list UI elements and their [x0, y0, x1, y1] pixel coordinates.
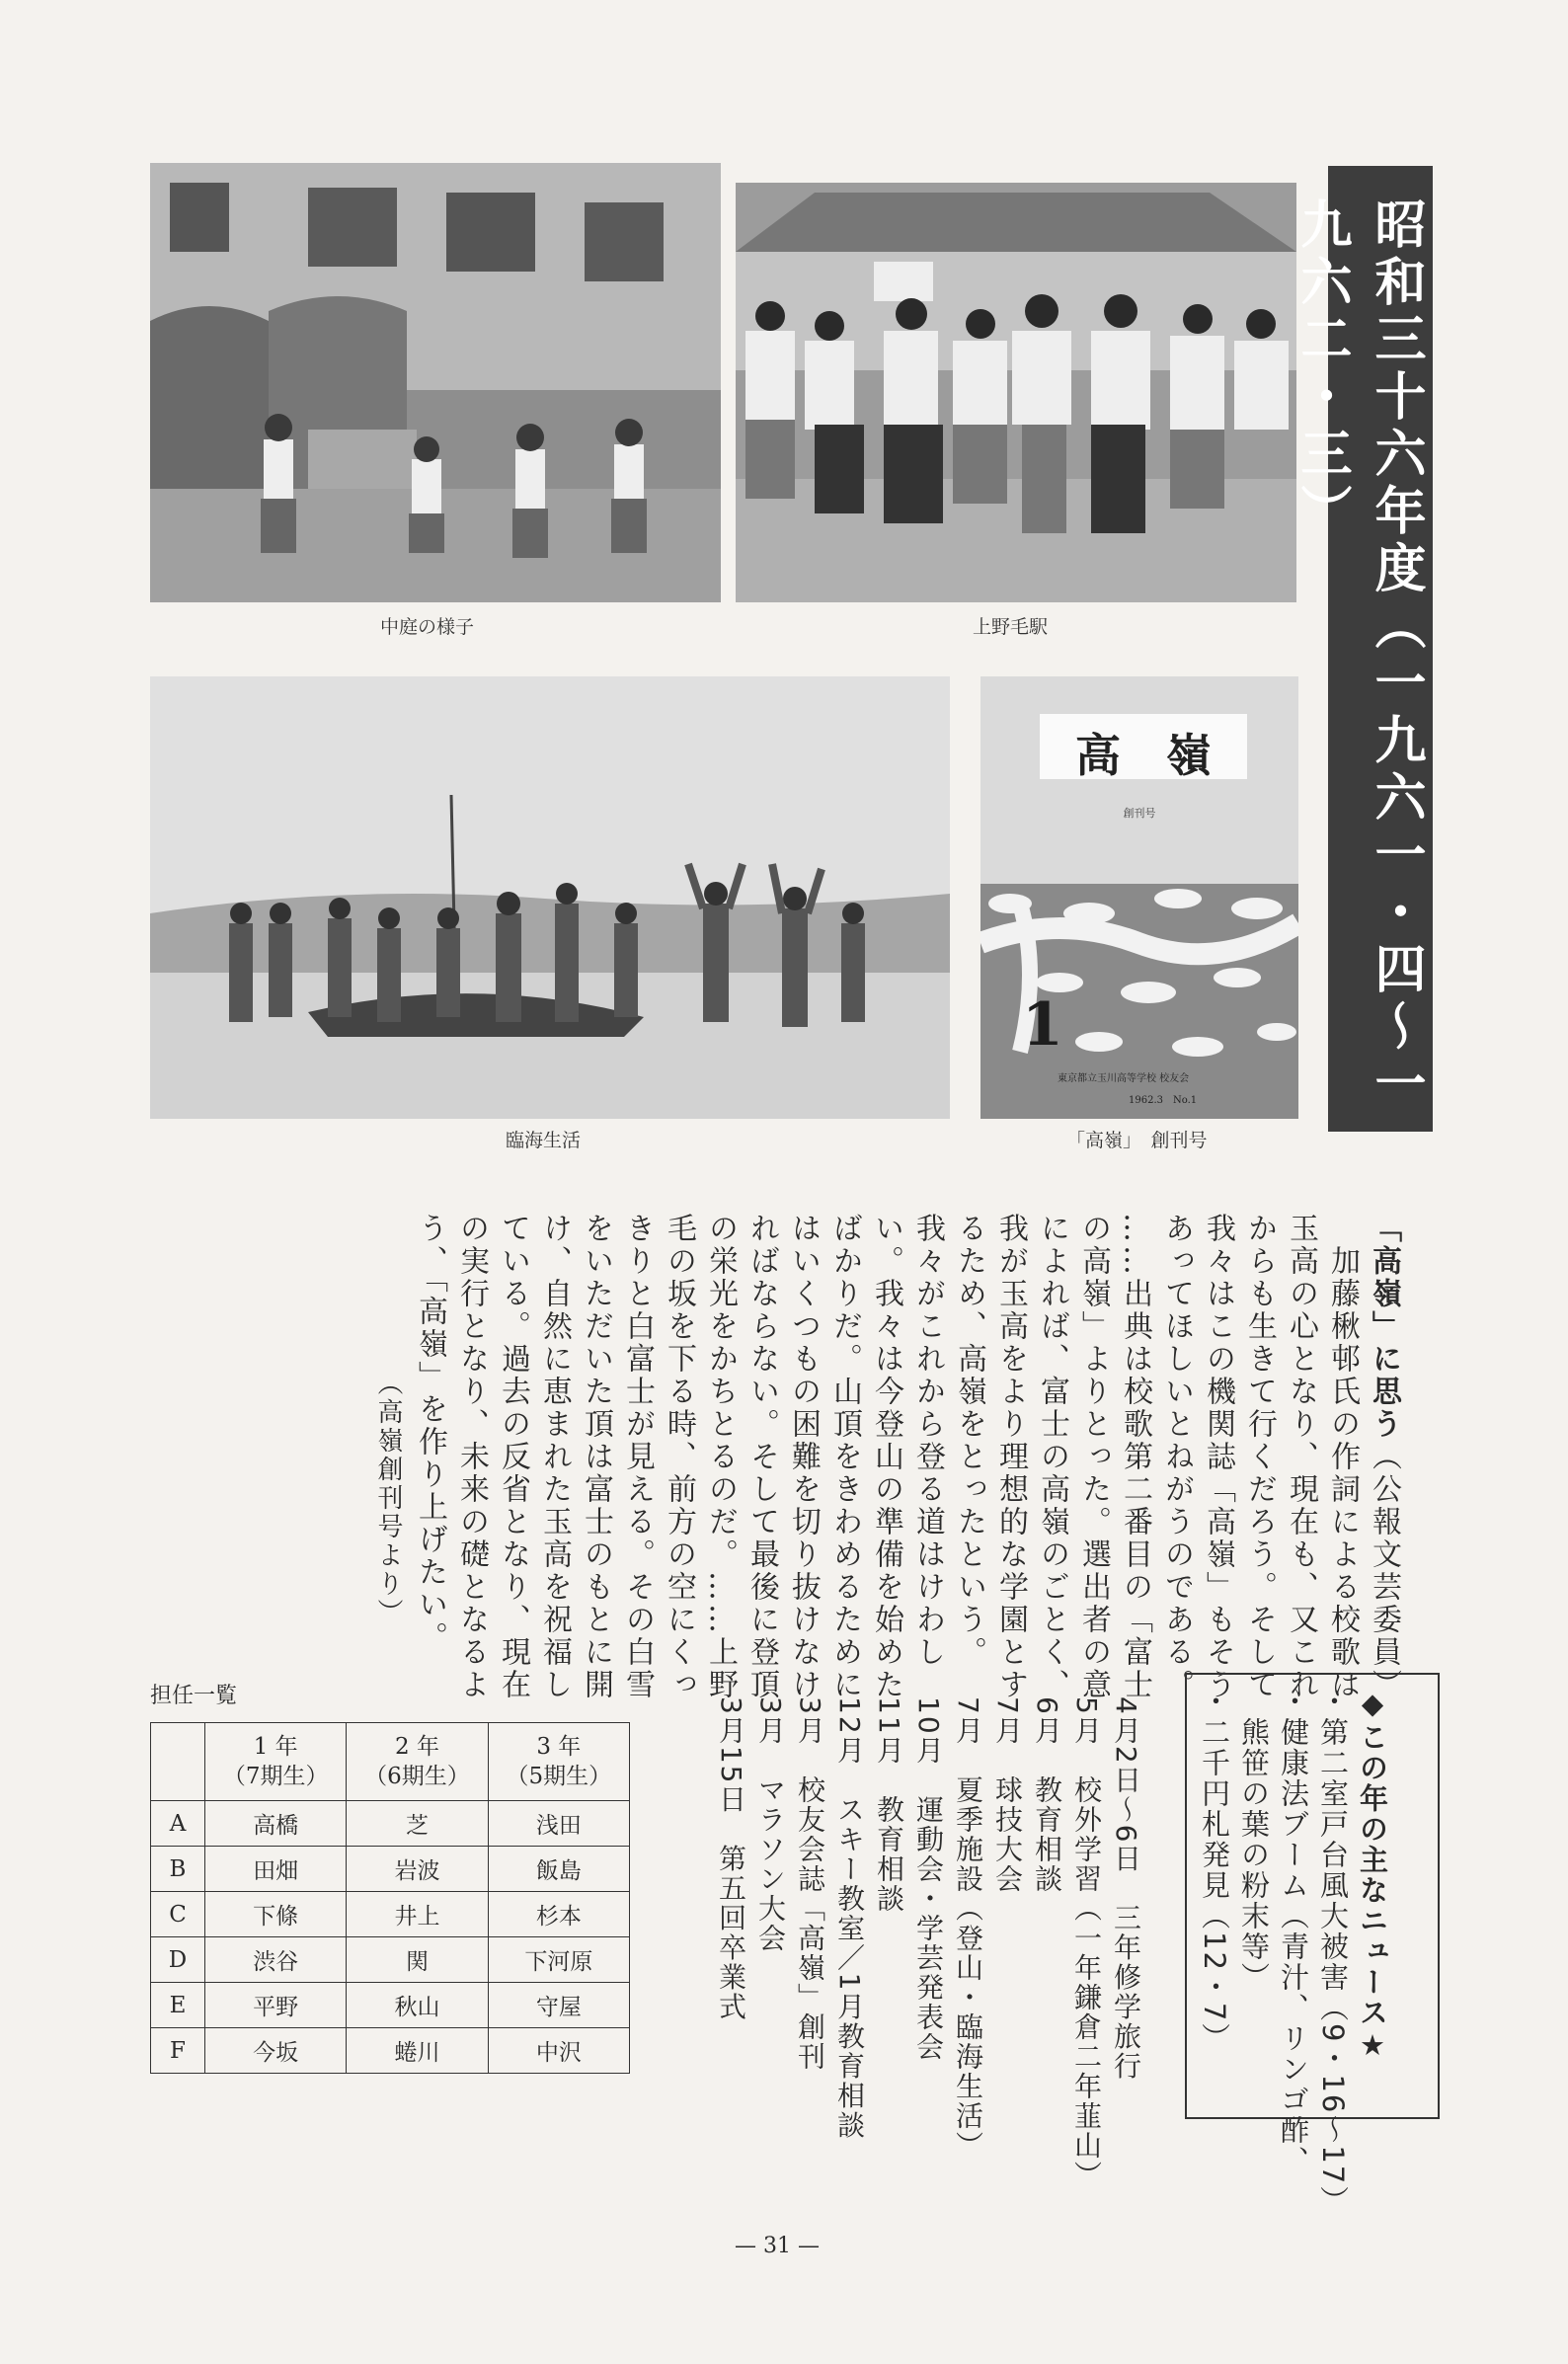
teacher-cell: 浅田	[488, 1801, 629, 1847]
photo-seaside-life	[150, 676, 950, 1119]
class-label: E	[151, 1983, 205, 2028]
photo-kaminoge-station	[736, 183, 1296, 602]
cover-title: 高 嶺	[1075, 729, 1212, 782]
teacher-cell: 関	[347, 1937, 488, 1983]
class-label: C	[151, 1892, 205, 1937]
schedule-item: 11月 教育相談	[873, 1696, 905, 1914]
teacher-cell: 岩波	[347, 1847, 488, 1892]
caption-kaminoge-station: 上野毛駅	[973, 616, 1049, 638]
table-row	[151, 2028, 630, 2074]
news-heading: ◆この年の主なニュース★	[1356, 1687, 1389, 2064]
class-label: B	[151, 1847, 205, 1892]
schedule-item: 5月 校外学習（一年鎌倉二年韮山）	[1070, 1696, 1103, 2190]
schedule-item: 10月 運動会・学芸発表会	[912, 1696, 945, 2062]
news-item: ・健康法ブーム（青汁、リンゴ酢、	[1277, 1687, 1310, 2176]
article-line: によれば、富士の高嶺のごとく、	[1035, 1213, 1069, 1701]
article-line: ている。過去の反省となり、現在	[496, 1213, 530, 1701]
article-line: け、自然に恵まれた玉高を祝福し	[537, 1213, 572, 1701]
table-header-row	[151, 1723, 630, 1801]
header-cell	[205, 1723, 347, 1801]
cover-date-line: 1962.3 No.1	[1129, 1095, 1198, 1106]
article-line: からも生きて行くだろう。そして	[1242, 1213, 1277, 1701]
header-cell	[488, 1723, 629, 1801]
event-schedule	[711, 1696, 1145, 2190]
teacher-cell: 平野	[205, 1983, 347, 2028]
article-line: 加藤楸邨氏の作詞による校歌は	[1325, 1213, 1360, 1701]
schedule-item: 3月15日 第五回卒業式	[715, 1696, 747, 2022]
header-cohort: （5期生）	[506, 1764, 612, 1789]
photo-takane-cover	[980, 676, 1298, 1119]
table-row	[151, 1801, 630, 1847]
teacher-cell: 渋谷	[205, 1937, 347, 1983]
article-line: の実行となり、未来の礎となるよ	[454, 1213, 489, 1701]
page-number: — 31 —	[735, 2234, 820, 2258]
schedule-item: 4月2日〜6日 三年修学旅行	[1110, 1696, 1142, 2082]
schedule-item: 7月 夏季施設（登山・臨海生活）	[952, 1696, 984, 2161]
schedule-item: 12月 スキー教室／1月教育相談	[833, 1696, 866, 2141]
schedule-item: 3月 マラソン大会	[754, 1696, 787, 1953]
header-cell	[347, 1723, 488, 1801]
cover-publisher: 東京都立玉川高等学校 校友会	[1058, 1073, 1190, 1084]
teacher-cell: 中沢	[488, 2028, 629, 2074]
article-line: う、「高嶺」を作り上げたい。	[413, 1213, 447, 1654]
header-year: 2 年	[395, 1734, 439, 1760]
article-line: 我々はこの機関誌「高嶺」もそう	[1201, 1213, 1235, 1701]
article-line: の高嶺」よりとった。選出者の意	[1076, 1213, 1111, 1701]
teacher-cell: 秋山	[347, 1983, 488, 2028]
news-item: ・二千円札発見（12・7）	[1198, 1687, 1231, 2054]
article-line: 我が玉高をより理想的な学園とす	[993, 1213, 1028, 1701]
teacher-cell: 飯島	[488, 1847, 629, 1892]
news-content	[1195, 1687, 1392, 2217]
caption-takane-cover: 「高嶺」 創刊号	[1066, 1130, 1208, 1151]
schedule-item: 3月 校友会誌「高嶺」創刊	[794, 1696, 826, 2072]
article-line: い。我々は今登山の準備を始めた	[869, 1213, 903, 1701]
fiscal-year-header	[1292, 166, 1433, 1132]
class-label: A	[151, 1801, 205, 1847]
article-line: 毛の坂を下る時、前方の空にくっ	[662, 1213, 696, 1701]
homeroom-table	[150, 1722, 630, 2074]
article-takane	[367, 1213, 1404, 1701]
article-line: ればならない。そして最後に登頂	[745, 1213, 779, 1701]
teacher-cell: 今坂	[205, 2028, 347, 2074]
article-line: ばかりだ。山頂をきわめるために	[827, 1213, 862, 1701]
class-label: F	[151, 2028, 205, 2074]
table-row	[151, 1892, 630, 1937]
schedule-item: 6月 教育相談	[1031, 1696, 1063, 1894]
header-cohort: （7期生）	[222, 1764, 329, 1789]
caption-seaside-life: 臨海生活	[506, 1130, 582, 1151]
fiscal-year-title: 昭和三十六年度（一九六一・四〜一九六二・三）	[1292, 197, 1425, 1114]
cover-subtitle: 創刊号	[1123, 807, 1156, 820]
header-year: 1 年	[253, 1734, 298, 1760]
article-line: をいただいた頂は富士のもとに開	[579, 1213, 613, 1701]
article-line: あってほしいとねがうのである。	[1159, 1213, 1194, 1701]
table-row	[151, 1847, 630, 1892]
article-title-line	[1363, 1213, 1404, 1701]
schedule-item: 7月 球技大会	[991, 1696, 1024, 1894]
article-line: きりと白富士が見える。その白雪	[620, 1213, 655, 1701]
teacher-cell: 守屋	[488, 1983, 629, 2028]
article-line: はいくつもの困難を切り抜けなけ	[786, 1213, 821, 1701]
table-row	[151, 1983, 630, 2028]
news-item: ・第二室戸台風大被害（9・16〜17）	[1316, 1687, 1350, 2217]
article-line: 玉高の心となり、現在も、又これ	[1284, 1213, 1318, 1701]
cover-issue-numeral: 1	[1022, 990, 1063, 1060]
teacher-cell: 下河原	[488, 1937, 629, 1983]
header-cohort: （6期生）	[364, 1764, 470, 1789]
teacher-cell: 下條	[205, 1892, 347, 1937]
article-source: （高嶺創刊号より）	[373, 1370, 403, 1627]
article-line: ……出典は校歌第二番目の「富士	[1118, 1213, 1152, 1701]
photo-courtyard	[150, 163, 721, 602]
article-committee: （公報文芸委員）	[1367, 1441, 1401, 1701]
teacher-cell: 高橋	[205, 1801, 347, 1847]
header-blank-cell	[151, 1723, 205, 1801]
teacher-cell: 杉本	[488, 1892, 629, 1937]
article-line: るため、高嶺をとったという。	[952, 1213, 986, 1669]
teacher-cell: 田畑	[205, 1847, 347, 1892]
class-label: D	[151, 1937, 205, 1983]
teacher-cell: 芝	[347, 1801, 488, 1847]
article-title: 「高嶺」に思う	[1367, 1213, 1401, 1441]
teacher-cell: 蜷川	[347, 2028, 488, 2074]
article-line: の栄光をかちとるのだ。……上野	[703, 1213, 738, 1701]
article-line: 我々がこれから登る道はけわし	[910, 1213, 945, 1669]
news-box	[1185, 1673, 1440, 2217]
teacher-cell: 井上	[347, 1892, 488, 1937]
homeroom-title: 担任一覧	[150, 1684, 238, 1708]
news-item: 熊笹の葉の粉末等）	[1237, 1687, 1271, 1993]
header-year: 3 年	[536, 1734, 582, 1760]
caption-courtyard: 中庭の様子	[380, 616, 475, 638]
table-row	[151, 1937, 630, 1983]
